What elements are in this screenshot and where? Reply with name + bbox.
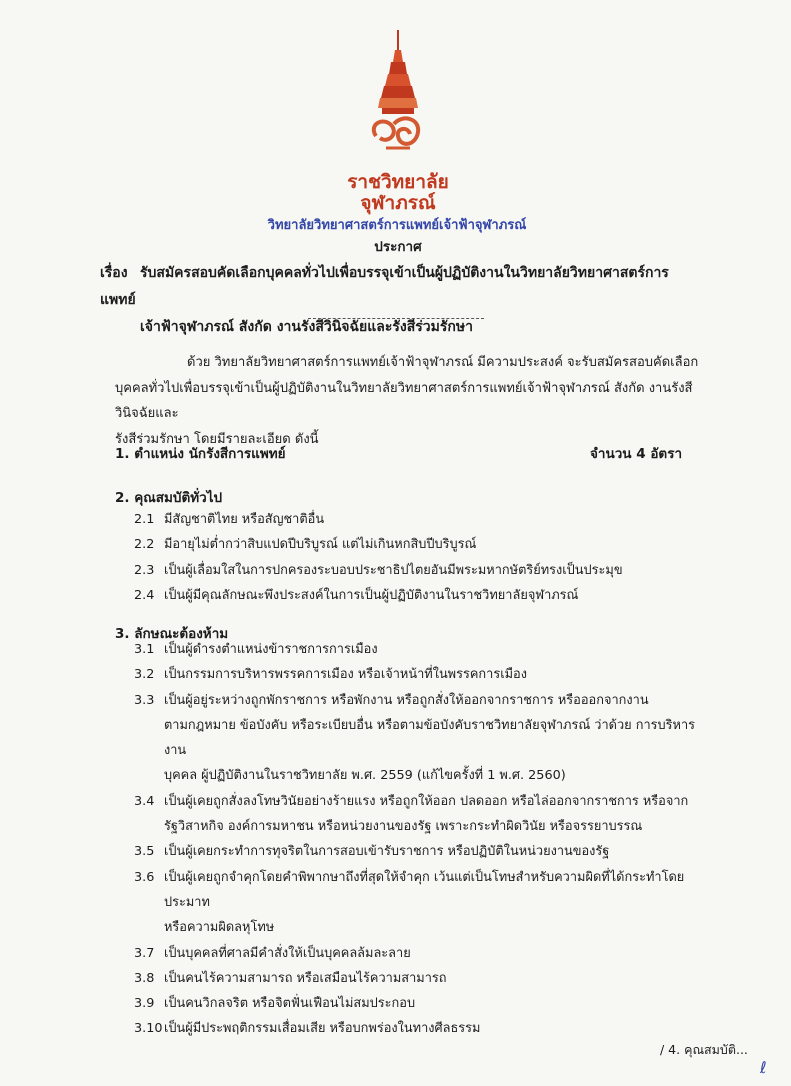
list-item: 3.9 เป็นคนวิกลจริต หรือจิตฟั่นเฟือนไม่สมประกอบ bbox=[134, 996, 416, 1012]
subject-block bbox=[100, 260, 700, 341]
list-item: 3.5 เป็นผู้เคยกระทำการทุจริตในการสอบเข้ารับราชการ หรือปฏิบัติในหน่วยงานของรัฐ bbox=[134, 844, 610, 860]
ink-mark-icon: ℓ bbox=[760, 1058, 767, 1077]
list-item: 3.6 เป็นผู้เคยถูกจำคุกโดยคำพิพากษาถึงที่สุดให้จำคุก เว้นแต่เป็นโทษสำหรับความผิดที่ได้กระทำโดยประมาท หรือความผิดลหุโทษ bbox=[134, 869, 685, 936]
intro-paragraph bbox=[115, 350, 715, 452]
list-item: 2.2 มีอายุไม่ต่ำกว่าสิบแปดปีบริบูรณ์ แต่ไม่เกินหกสิบปีบริบูรณ์ bbox=[134, 537, 477, 553]
list-item: 3.8 เป็นคนไร้ความสามารถ หรือเสมือนไร้ความสามารถ bbox=[134, 970, 447, 986]
divider bbox=[308, 318, 484, 319]
college-name: วิทยาลัยวิทยาศาสตร์การแพทย์เจ้าฟ้าจุฬาภรณ์ bbox=[267, 218, 527, 233]
section3-list bbox=[134, 637, 704, 1042]
list-item: 2.1 มีสัญชาติไทย หรือสัญชาติอื่น bbox=[134, 512, 325, 527]
subject-text2: เจ้าฟ้าจุฬาภรณ์ สังกัด งานรังสีวินิจฉัยและรังสีร่วมรักษา bbox=[140, 319, 473, 335]
list-item: 2.4 เป็นผู้มีคุณลักษณะพึงประสงค์ในการเป็นผู้ปฏิบัติงานในราชวิทยาลัยจุฬาภรณ์ bbox=[134, 587, 579, 603]
section3-heading: 3. ลักษณะต้องห้าม bbox=[115, 626, 229, 642]
brand-name-line1: ราชวิทยาลัย bbox=[347, 171, 449, 193]
list-item: 3.3 เป็นผู้อยู่ระหว่างถูกพักราชการ หรือพักงาน หรือถูกสั่งให้ออกจากราชการ หรือออกจากงาน ตามกฎหมาย ข้อบังคับ หรือระเบียบอื่น หรือตามข้อบังคับราชวิทยาลัยจุฬาภรณ์ ว่าด้วย การบริหารงาน บุคคล ผู้ปฏิบัติงานในราชวิทยาลัย พ.ศ. 2559 (แก้ไขครั้งที่ 1 พ.ศ. 2560) bbox=[134, 692, 696, 784]
continuation-note: / 4. คุณสมบัติ... bbox=[660, 1042, 748, 1057]
list-item: 3.1 เป็นผู้ดำรงตำแหน่งข้าราชการการเมือง bbox=[134, 642, 378, 657]
list-item: 3.7 เป็นบุคคลที่ศาลมีคำสั่งให้เป็นบุคคลล้มละลาย bbox=[134, 945, 411, 961]
intro-line2: บุคคลทั่วไปเพื่อบรรจุเข้าเป็นผู้ปฏิบัติงานในวิทยาลัยวิทยาศาสตร์การแพทย์เจ้าฟ้าจุฬาภรณ์ สังกัด งานรังสีวินิจฉัยและ bbox=[115, 380, 693, 421]
intro-line3: รังสีร่วมรักษา โดยมีรายละเอียด ดังนี้ bbox=[115, 431, 319, 447]
section2-heading: 2. คุณสมบัติทั่วไป bbox=[115, 490, 223, 506]
subject-line1 bbox=[100, 260, 700, 314]
list-item: 3.2 เป็นกรรมการบริหารพรรคการเมือง หรือเจ้าหน้าที่ในพรรคการเมือง bbox=[134, 667, 527, 683]
list-item: 3.10 เป็นผู้มีประพฤติกรรมเสื่อมเสีย หรือบกพร่องในทางศีลธรรม bbox=[134, 1021, 481, 1037]
position-count: จำนวน 4 อัตรา bbox=[590, 446, 683, 462]
chulabhorn-emblem-icon bbox=[358, 28, 438, 158]
section1-heading: 1. ตำแหน่ง นักรังสีการแพทย์ bbox=[115, 446, 286, 462]
brand-name-line2: จุฬาภรณ์ bbox=[360, 192, 436, 214]
announcement-title: ประกาศ bbox=[374, 239, 422, 255]
list-item: 3.4 เป็นผู้เคยถูกสั่งลงโทษวินัยอย่างร้ายแรง หรือถูกให้ออก ปลดออก หรือไล่ออกจากราชการ หรือจาก รัฐวิสาหกิจ องค์การมหาชน หรือหน่วยงานของรัฐ เพราะกระทำผิดวินัย หรือจรรยาบรรณ bbox=[134, 793, 689, 835]
intro-line1: ด้วย วิทยาลัยวิทยาศาสตร์การแพทย์เจ้าฟ้าจุฬาภรณ์ มีความประสงค์ จะรับสมัครสอบคัดเลือก bbox=[187, 355, 699, 370]
section2-list bbox=[134, 507, 704, 608]
subject-text1: รับสมัครสอบคัดเลือกบุคคลทั่วไปเพื่อบรรจุเข้าเป็นผู้ปฏิบัติงานในวิทยาลัยวิทยาศาสตร์การแพทย์ bbox=[100, 265, 669, 308]
subject-label: เรื่อง bbox=[100, 265, 128, 281]
list-item: 2.3 เป็นผู้เลื่อมใสในการปกครองระบอบประชาธิปไตยอันมีพระมหากษัตริย์ทรงเป็นประมุข bbox=[134, 562, 623, 578]
